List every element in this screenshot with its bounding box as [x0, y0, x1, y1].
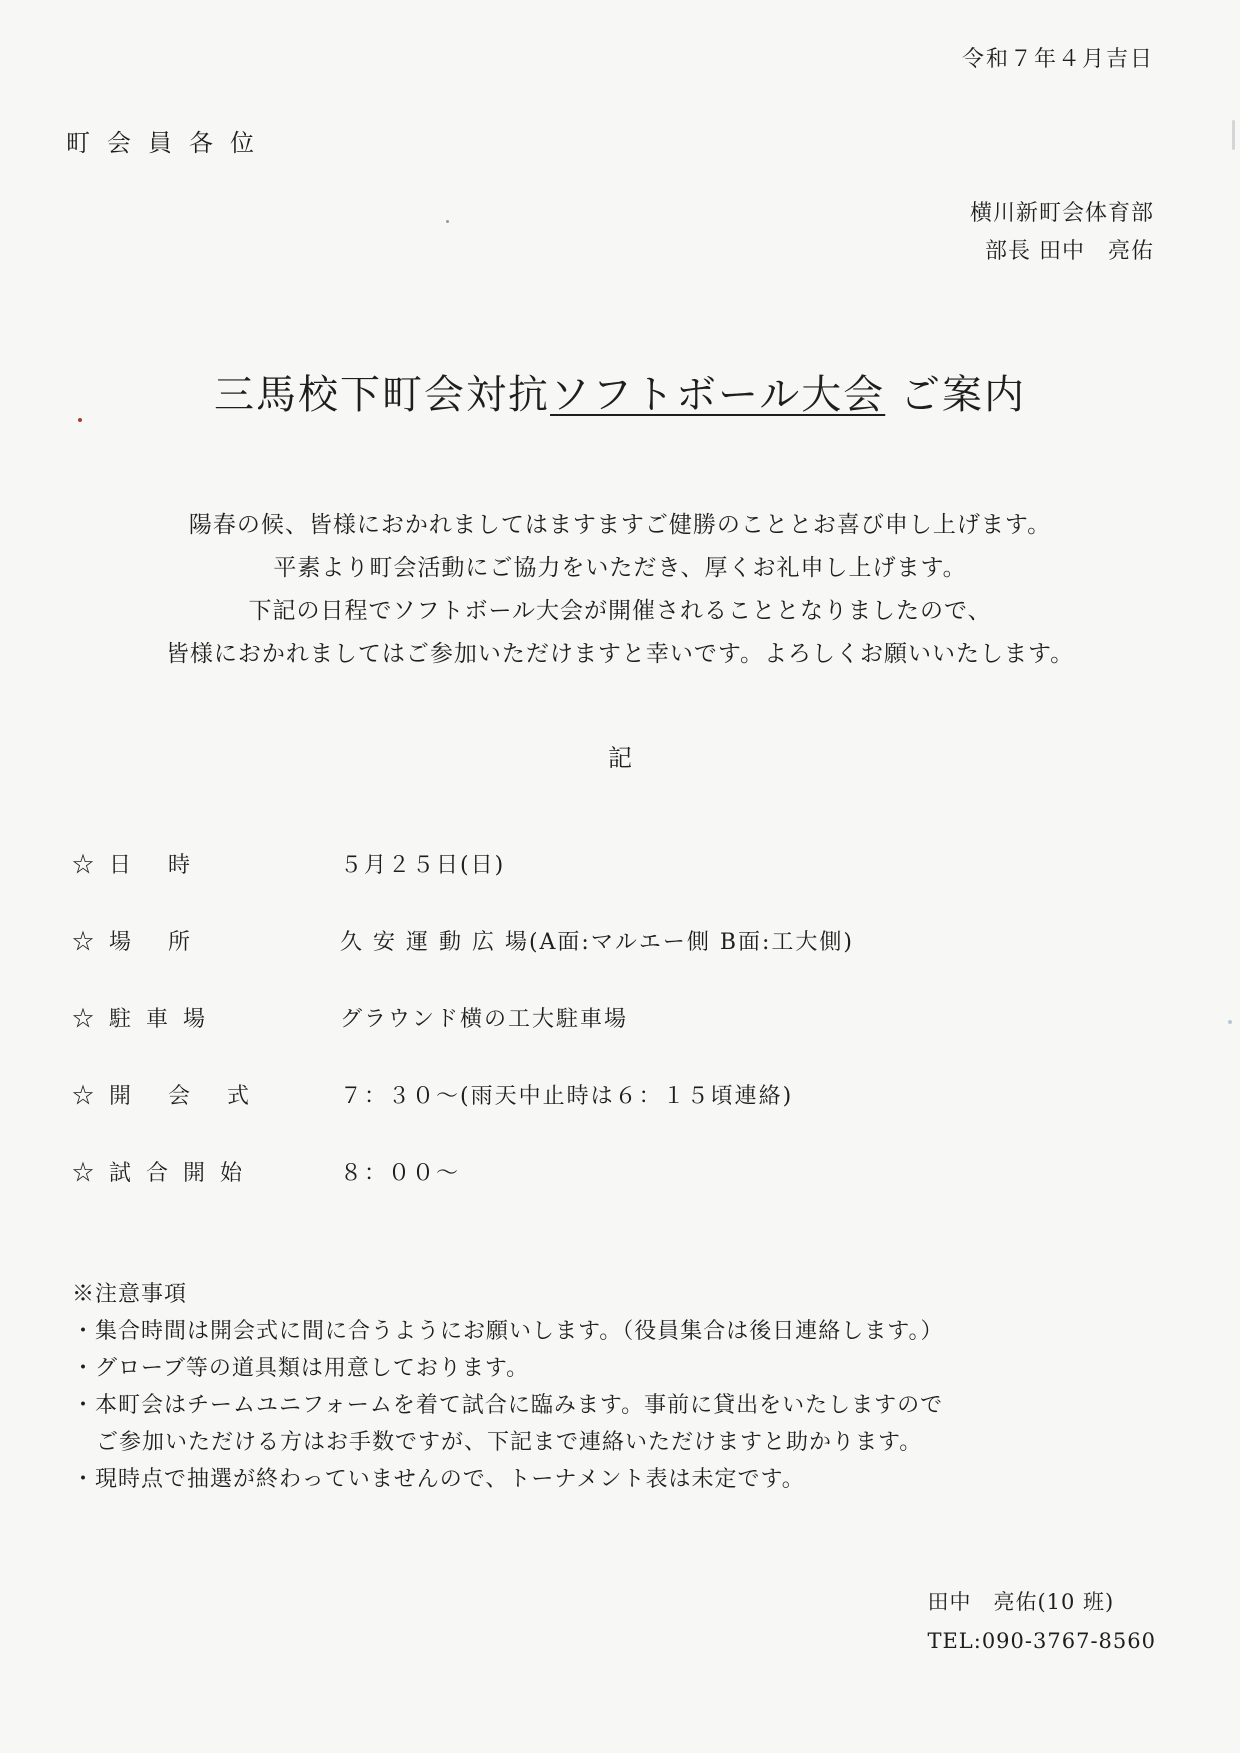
addressee: 町会員各位: [66, 129, 271, 157]
scan-speck: [1228, 1020, 1232, 1024]
note-item: ・集合時間は開会式に間に合うようにお願いします。（役員集合は後日連絡します。）: [72, 1319, 944, 1344]
contact-phone: TEL:090-3767-8560: [927, 1629, 1156, 1653]
note-item-continuation: ご参加いただける方はお手数ですが、下記まで連絡いただけますと助かります。: [96, 1430, 923, 1455]
detail-value: ７：３０～(雨天中止時は６：１５頃連絡): [340, 1084, 794, 1109]
detail-row-parking: [72, 1002, 854, 1079]
notes-heading: ※注意事項: [72, 1282, 188, 1307]
note-item: ・本町会はチームユニフォームを着て試合に臨みます。事前に貸出をいたしますので: [72, 1393, 944, 1418]
scan-speck: [1232, 120, 1235, 150]
detail-label: ☆開 会 式: [72, 1084, 264, 1109]
event-details: [72, 848, 854, 1233]
detail-row-venue: [72, 925, 854, 1002]
contact-block: [927, 1583, 1156, 1661]
scan-speck: [446, 220, 449, 223]
greeting-line: 下記の日程でソフトボール大会が開催されることとなりましたので、: [248, 598, 992, 624]
detail-label: ☆駐車場: [72, 1007, 221, 1032]
greeting-line: 陽春の候、皆様におかれましてはますますご健勝のこととお喜び申し上げます。: [188, 512, 1052, 538]
sender-block: [970, 195, 1154, 271]
notes-section: [72, 1276, 943, 1498]
note-item: ・現時点で抽選が終わっていませんので、トーナメント表は未定です。: [72, 1467, 805, 1492]
detail-label: ☆場 所: [72, 930, 205, 955]
contact-name: 田中 亮佑(10 班): [927, 1590, 1115, 1614]
ki-heading: 記: [608, 744, 632, 772]
detail-label: ☆日 時: [72, 853, 205, 878]
detail-value: ５月２５日(日): [340, 853, 506, 878]
note-item: ・グローブ等の道具類は用意しております。: [72, 1356, 530, 1381]
detail-row-game-start: [72, 1156, 854, 1233]
scan-speck: [78, 418, 82, 422]
greeting-line: 皆様におかれましてはご参加いただけますと幸いです。よろしくお願いいたします。: [165, 641, 1075, 667]
detail-row-opening-ceremony: [72, 1079, 854, 1156]
issue-date: 令和７年４月吉日: [961, 47, 1154, 72]
detail-value: ８：００～: [340, 1161, 461, 1186]
document-title: [0, 363, 1240, 420]
sender-name: 部長 田中 亮佑: [985, 239, 1154, 264]
greeting-line: 平素より町会活動にご協力をいただき、厚くお礼申し上げます。: [273, 555, 967, 581]
greeting-paragraph: [0, 504, 1240, 676]
title-underlined: ソフトボール大会: [550, 372, 886, 418]
detail-label: ☆試合開始: [72, 1161, 258, 1186]
detail-value: 久 安 運 動 広 場(A面:マルエー側 B面:工大側): [340, 930, 855, 955]
detail-value: グラウンド横の工大駐車場: [340, 1007, 629, 1032]
title-prefix: 三馬校下町会対抗: [214, 372, 551, 418]
detail-row-datetime: [72, 848, 854, 925]
sender-organization: 横川新町会体育部: [969, 201, 1154, 226]
title-suffix: ご案内: [885, 372, 1026, 418]
